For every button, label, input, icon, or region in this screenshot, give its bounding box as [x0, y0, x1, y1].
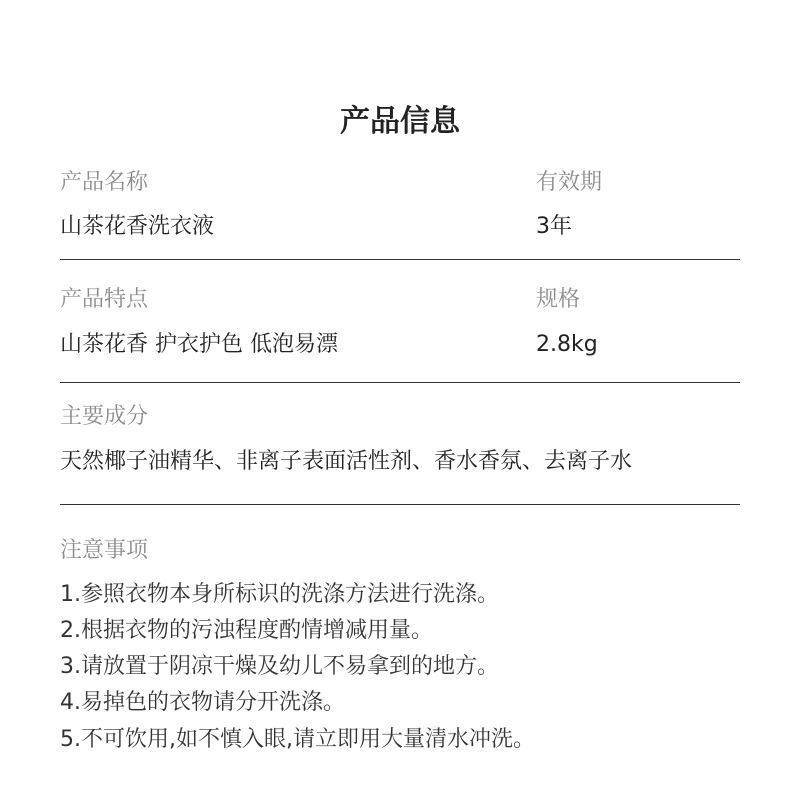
shelf-life-value: 3年 — [536, 214, 572, 239]
note-item: 5.不可饮用,如不慎入眼,请立即用大量清水冲洗。 — [60, 727, 535, 752]
divider — [60, 504, 740, 505]
features-value: 山茶花香 护衣护色 低泡易漂 — [60, 332, 338, 357]
notes-label: 注意事项 — [60, 538, 149, 563]
divider — [60, 259, 740, 260]
note-item: 3.请放置于阴凉干燥及幼儿不易拿到的地方。 — [60, 654, 499, 679]
shelf-life-label: 有效期 — [536, 170, 603, 195]
ingredients-label: 主要成分 — [60, 404, 149, 429]
product-name-value: 山茶花香洗衣液 — [60, 214, 215, 239]
features-label: 产品特点 — [60, 287, 149, 312]
note-item: 1.参照衣物本身所标识的洗涤方法进行洗涤。 — [60, 582, 499, 607]
ingredients-value: 天然椰子油精华、非离子表面活性剂、香水香氛、去离子水 — [60, 449, 633, 474]
spec-value: 2.8kg — [536, 332, 598, 357]
product-name-label: 产品名称 — [60, 170, 149, 195]
spec-label: 规格 — [536, 287, 581, 312]
page-title: 产品信息 — [340, 104, 460, 139]
note-item: 2.根据衣物的污浊程度酌情增减用量。 — [60, 618, 433, 643]
divider — [60, 382, 740, 383]
note-item: 4.易掉色的衣物请分开洗涤。 — [60, 690, 345, 715]
